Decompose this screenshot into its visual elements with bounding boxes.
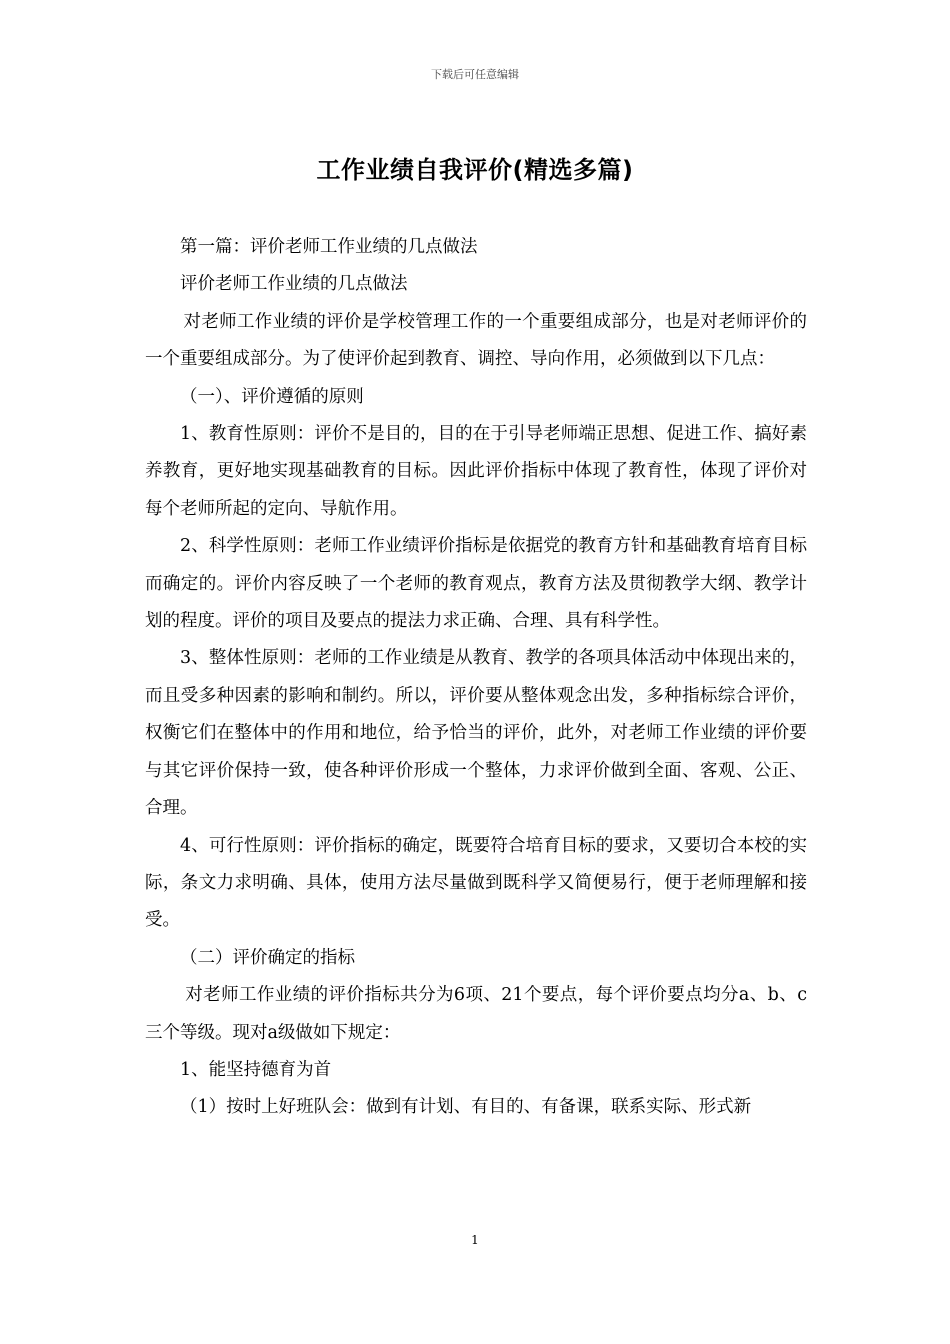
paragraph: （一）、评价遵循的原则 (180, 386, 364, 407)
document-title: 工作业绩自我评价(精选多篇) (316, 156, 634, 184)
document-body (145, 229, 807, 1127)
paragraph: 4、可行性原则：评价指标的确定，既要符合培育目标的要求，又要切合本校的实际，条文力求明确、具体，使用方法尽量做到既科学又简便易行，便于老师理解和接受。 (145, 835, 807, 931)
page-number: 1 (471, 1233, 479, 1247)
paragraph: 1、教育性原则：评价不是目的，目的在于引导老师端正思想、促进工作、搞好素养教育，更好地实现基础教育的目标。因此评价指标中体现了教育性，体现了评价对每个老师所起的定向、导航作用。 (145, 424, 807, 519)
paragraph: 1、能坚持德育为首 (180, 1059, 332, 1080)
paragraph: （二）评价确定的指标 (180, 947, 355, 968)
subheading: 评价老师工作业绩的几点做法 (180, 274, 408, 295)
paragraph: 3、整体性原则：老师的工作业绩是从教育、教学的各项具体活动中体现出来的，而且受多种因素的影响和制约。所以，评价要从整体观念出发，多种指标综合评价，权衡它们在整体中的作用和地位，给予恰当的评价，此外，对老师工作业绩的评价要与其它评价保持一致，使各种评价形成一个整体，力求评价做到全面、客观、公正、合理。 (145, 648, 807, 819)
header-note: 下载后可任意编辑 (431, 68, 519, 81)
paragraph: 对老师工作业绩的评价是学校管理工作的一个重要组成部分，也是对老师评价的一个重要组成部分。为了使评价起到教育、调控、导向作用，必须做到以下几点： (145, 311, 807, 370)
paragraph: 2、科学性原则：老师工作业绩评价指标是依据党的教育方针和基础教育培育目标而确定的。评价内容反映了一个老师的教育观点，教育方法及贯彻教学大纲、教学计划的程度。评价的项目及要点的提法力求正确、合理、具有科学性。 (145, 536, 807, 632)
paragraph: （1）按时上好班队会：做到有计划、有目的、有备课，联系实际、形式新 (180, 1097, 752, 1118)
paragraph: 对老师工作业绩的评价指标共分为6项、21个要点，每个评价要点均分a、b、c三个等级。现对a级做如下规定： (145, 985, 807, 1043)
section-heading: 第一篇：评价老师工作业绩的几点做法 (180, 237, 478, 257)
